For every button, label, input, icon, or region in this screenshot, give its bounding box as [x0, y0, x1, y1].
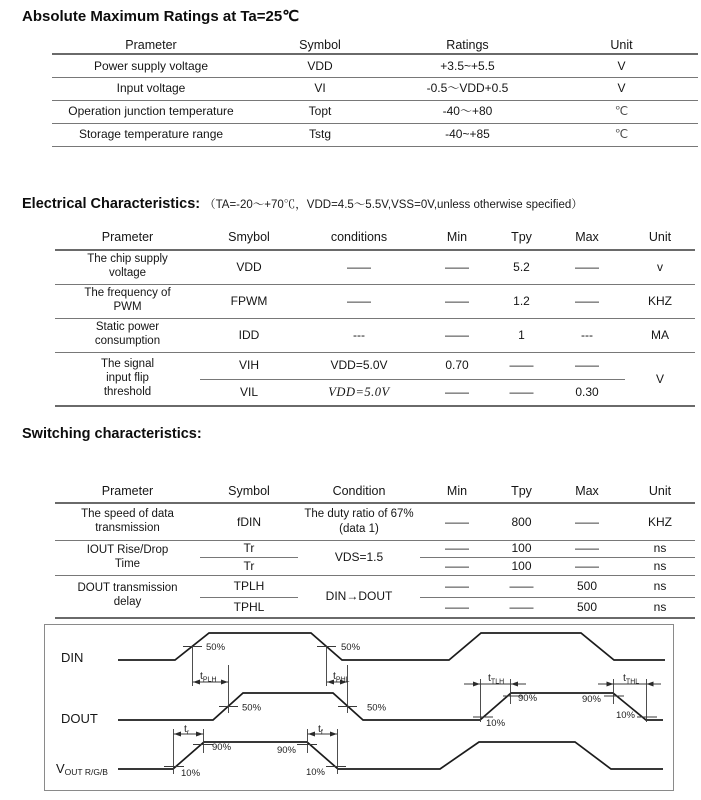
col-header-symbol: Symbol: [250, 38, 390, 54]
vout-fall-10-label: 10%: [305, 767, 325, 778]
cell-typ: 100: [494, 557, 549, 575]
cell-parameter: DOUT transmission delay: [77, 582, 178, 609]
cell-ratings: -0.5～VDD+0.5: [390, 77, 545, 100]
cell-typ: ——: [494, 379, 549, 406]
table-row: [55, 318, 695, 352]
cell-unit: V: [545, 77, 698, 100]
cell-symbol: fDIN: [200, 503, 298, 540]
cell-symbol: VDD: [200, 250, 298, 284]
table-row: [55, 575, 695, 597]
table-row: [55, 284, 695, 318]
cell-min: ——: [420, 284, 494, 318]
cell-unit: ℃: [545, 123, 698, 146]
electrical-header-row: [55, 226, 695, 250]
cell-max: ——: [549, 352, 625, 379]
cell-parameter: The signal input flip threshold: [100, 358, 155, 398]
col-header-min: Min: [420, 480, 494, 503]
col-header-conditions: conditions: [298, 226, 420, 250]
tr-dim-label: $t_r$: [184, 723, 190, 737]
abs-max-header-row: [52, 38, 698, 54]
cell-min: ——: [420, 597, 494, 618]
col-header-unit: Unit: [625, 480, 695, 503]
cell-max: 500: [549, 597, 625, 618]
col-header-parameter: Prameter: [55, 226, 200, 250]
cell-max: ——: [549, 284, 625, 318]
cell-parameter: Power supply voltage: [52, 54, 250, 77]
vout-fall-90-label: 90%: [276, 745, 296, 756]
dout-fall-50-label: 50%: [367, 702, 387, 714]
cell-unit: v: [625, 250, 695, 284]
tthl-dim-label: $t_{THL}$: [623, 672, 640, 686]
cell-parameter: Static power consumption: [94, 321, 161, 347]
cell-conditions: ——: [298, 284, 420, 318]
table-row: [55, 352, 695, 379]
cell-condition: DIN→DOUT: [298, 575, 420, 618]
cell-min: ——: [420, 540, 494, 557]
switching-header-row: [55, 480, 695, 503]
cell-typ: 800: [494, 503, 549, 540]
col-header-max: Max: [549, 226, 625, 250]
dout-fall-90-label: 90%: [581, 694, 601, 705]
cell-conditions: ---: [298, 318, 420, 352]
cell-parameter: Storage temperature range: [52, 123, 250, 146]
cell-max: ——: [549, 540, 625, 557]
dout-fall-10-label: 10%: [615, 710, 635, 721]
col-header-parameter: Prameter: [55, 480, 200, 503]
table-row: [55, 250, 695, 284]
cell-min: ——: [420, 250, 494, 284]
cell-unit: V: [545, 54, 698, 77]
cell-min: ——: [420, 503, 494, 540]
vout-signal-label: VOUT R/G/B: [56, 761, 108, 777]
electrical-conditions-note: （TA=-20～+70℃，VDD=4.5～5.5V,VSS=0V,unless otherwise specified）: [204, 199, 583, 211]
cell-min: ——: [420, 379, 494, 406]
cell-conditions: VDD=5.0V: [298, 352, 420, 379]
table-row: [55, 503, 695, 540]
table-row: [52, 123, 698, 146]
cell-min: 0.70: [420, 352, 494, 379]
dout-signal-label: DOUT: [61, 711, 98, 726]
cell-symbol: Topt: [250, 100, 390, 123]
cell-ratings: -40～+80: [390, 100, 545, 123]
cell-parameter: The chip supply voltage: [87, 253, 168, 280]
cell-max: 0.30: [549, 379, 625, 406]
cell-symbol: IDD: [200, 318, 298, 352]
abs-max-title: Absolute Maximum Ratings at Ta=25℃: [22, 8, 300, 25]
cell-min: ——: [420, 557, 494, 575]
col-header-symbol: Symbol: [200, 480, 298, 503]
electrical-title-row: [22, 195, 583, 213]
cell-unit: ns: [625, 557, 695, 575]
cell-unit: ns: [625, 597, 695, 618]
cell-unit: V: [625, 352, 695, 406]
cell-symbol: Tr: [200, 540, 298, 557]
cell-typ: 5.2: [494, 250, 549, 284]
col-header-symbol: Smybol: [200, 226, 298, 250]
abs-max-table: [52, 38, 698, 147]
cell-condition: VDS=1.5: [298, 540, 420, 575]
col-header-condition: Condition: [298, 480, 420, 503]
din-signal-label: DIN: [61, 650, 84, 665]
cell-symbol: VDD: [250, 54, 390, 77]
cell-symbol: VI: [250, 77, 390, 100]
col-header-unit: Unit: [625, 226, 695, 250]
cell-conditions: VDD=5.0V: [298, 379, 420, 406]
table-row: [52, 100, 698, 123]
cell-max: ---: [549, 318, 625, 352]
cell-unit: ℃: [545, 100, 698, 123]
table-row: [55, 540, 695, 557]
cell-parameter: The frequency of PWM: [84, 287, 171, 313]
cell-parameter: Operation junction temperature: [52, 100, 250, 123]
condition-line2: (data 1): [339, 522, 379, 535]
cell-min: ——: [420, 318, 494, 352]
col-header-parameter: Prameter: [52, 38, 250, 54]
switching-table: [55, 480, 695, 619]
cell-typ: ——: [494, 597, 549, 618]
ttlh-dim-label: $t_{TLH}$: [488, 672, 505, 686]
timing-diagram: [44, 624, 674, 791]
cell-parameter: Input voltage: [52, 77, 250, 100]
col-header-min: Min: [420, 226, 494, 250]
table-row: [52, 54, 698, 77]
cell-max: ——: [549, 503, 625, 540]
cell-unit: KHZ: [625, 284, 695, 318]
cell-conditions: ——: [298, 250, 420, 284]
vout-waveform: [118, 742, 663, 769]
dout-rise-90-label: 90%: [518, 693, 538, 704]
cell-symbol: VIL: [200, 379, 298, 406]
cell-parameter: The speed of data transmission: [81, 507, 174, 534]
cell-max: ——: [549, 557, 625, 575]
cell-symbol: Tstg: [250, 123, 390, 146]
cell-min: ——: [420, 575, 494, 597]
table-row: [52, 77, 698, 100]
vout-rise-90-label: 90%: [212, 742, 232, 753]
cell-typ: 1.2: [494, 284, 549, 318]
cell-typ: ——: [494, 575, 549, 597]
switching-title: Switching characteristics:: [22, 426, 202, 442]
cell-unit: KHZ: [625, 503, 695, 540]
cell-unit: ns: [625, 540, 695, 557]
cell-max: ——: [549, 250, 625, 284]
col-header-unit: Unit: [545, 38, 698, 54]
col-header-ratings: Ratings: [390, 38, 545, 54]
cell-typ: ——: [494, 352, 549, 379]
col-header-typ: Tpy: [494, 480, 549, 503]
din-rise-50-label: 50%: [206, 642, 226, 653]
electrical-title: Electrical Characteristics:: [22, 196, 201, 212]
col-header-max: Max: [549, 480, 625, 503]
cell-parameter: IOUT Rise/Drop Time: [86, 543, 169, 570]
electrical-table: [55, 226, 695, 407]
cell-symbol: VIH: [200, 352, 298, 379]
cell-unit: ns: [625, 575, 695, 597]
cell-unit: MA: [625, 318, 695, 352]
cell-symbol: Tr: [200, 557, 298, 575]
cell-typ: 100: [494, 540, 549, 557]
cell-symbol: FPWM: [200, 284, 298, 318]
cell-symbol: TPLH: [200, 575, 298, 597]
cell-condition: [298, 507, 420, 536]
tf-dim-label: $t_f$: [318, 723, 323, 737]
dout-rise-50-label: 50%: [242, 702, 262, 714]
din-fall-50-label: 50%: [341, 642, 361, 653]
timing-diagram-svg: [45, 625, 673, 790]
cell-typ: 1: [494, 318, 549, 352]
cell-ratings: -40~+85: [390, 123, 545, 146]
dout-rise-10-label: 10%: [486, 718, 506, 729]
vout-rise-10-label: 10%: [181, 768, 201, 779]
tphl-dim-label: $t_{PHL}$: [333, 670, 350, 684]
col-header-typ: Tpy: [494, 226, 549, 250]
cell-symbol: TPHL: [200, 597, 298, 618]
cell-ratings: +3.5~+5.5: [390, 54, 545, 77]
condition-line1: The duty ratio of 67%: [304, 508, 414, 521]
tplh-dim-label: $t_{PLH}$: [200, 670, 217, 684]
cell-max: 500: [549, 575, 625, 597]
